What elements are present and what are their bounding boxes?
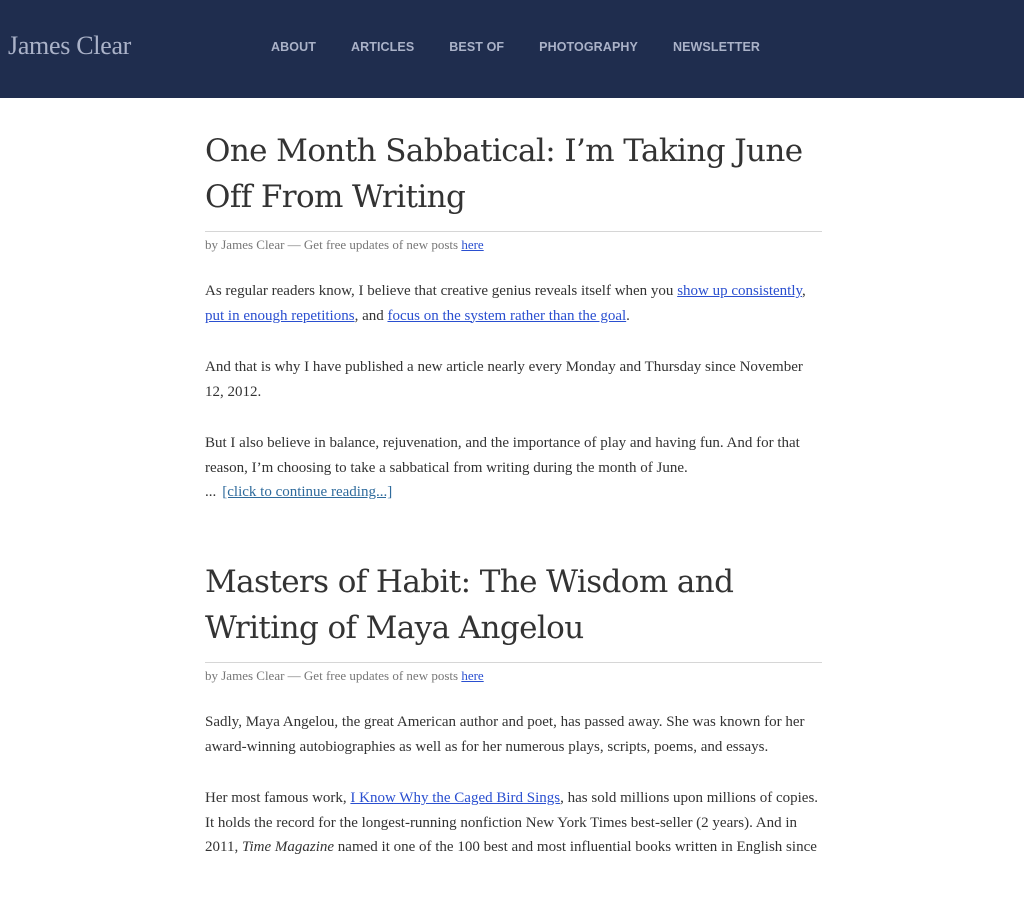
nav-item-photography[interactable]: PHOTOGRAPHY [539,40,638,54]
post-title[interactable] [205,559,822,651]
post-excerpt [205,710,822,860]
post-title-line[interactable]: Masters of Habit: The Wisdom and [205,564,734,600]
text: . [626,307,630,324]
main-content [205,128,822,860]
magazine-name: Time Magazine [241,839,335,855]
continue-reading-link[interactable]: [click to continue reading...] [222,484,393,500]
excerpt-paragraph [205,279,822,328]
byline-text: by James Clear — Get free updates of new posts [205,668,462,683]
ellipsis: ... [205,484,217,500]
show-up-link[interactable]: show up consistently [677,283,803,299]
updates-link[interactable]: here [461,237,484,252]
updates-link[interactable]: here [461,668,484,683]
main-nav [271,40,795,54]
system-link[interactable]: focus on the system rather than the goal [387,307,627,324]
nav-item-articles[interactable]: ARTICLES [350,40,415,54]
post-title-line[interactable]: Writing of Maya Angelou [205,610,584,646]
excerpt-paragraph: And that is why I have published a new article nearly every Monday and Thursday since November 12, 2012. [205,359,803,400]
text: , [802,283,806,299]
byline-text: by James Clear — Get free updates of new posts [205,237,462,252]
nav-item-newsletter[interactable]: NEWSLETTER [672,40,761,54]
site-logo[interactable]: James Clear [8,31,132,60]
book-link[interactable]: I Know Why the Caged Bird Sings [350,790,561,806]
post-byline [205,662,822,684]
text: , and [354,307,388,324]
post-title-line[interactable]: Off From Writing [205,179,466,215]
post-byline [205,231,822,253]
post [205,128,822,504]
continue-reading [205,480,822,504]
excerpt-paragraph: But I also believe in balance, rejuvenation, and the importance of play and having fun. And for that reason, I’m choosing to take a sabbatical from writing during the month of June. [205,435,800,476]
text: As regular readers know, I believe that creative genius reveals itself when you [205,283,678,299]
post-title-line[interactable]: One Month Sabbatical: I’m Taking June [205,133,803,169]
nav-item-best-of[interactable]: BEST OF [449,40,505,54]
post-excerpt [205,279,822,504]
excerpt-paragraph: Sadly, Maya Angelou, the great American author and poet, has passed away. She was known for her award-winning autobiographies as well as for her numerous plays, scripts, poems, and essays. [205,714,805,755]
site-header [0,0,1024,98]
nav-item-about[interactable]: ABOUT [271,40,316,54]
repetitions-link[interactable]: put in enough repetitions [205,307,355,324]
post-title[interactable] [205,128,822,220]
excerpt-paragraph [205,786,822,860]
text: Her most famous work, [205,790,351,806]
text: named it one of the 100 best and most influential books written in English since [334,839,817,855]
text: , has sold millions upon millions of copies. It holds the record for the longest-running nonfiction New York Times best-seller (2 years). And in 2011, [205,790,819,855]
post [205,559,822,860]
